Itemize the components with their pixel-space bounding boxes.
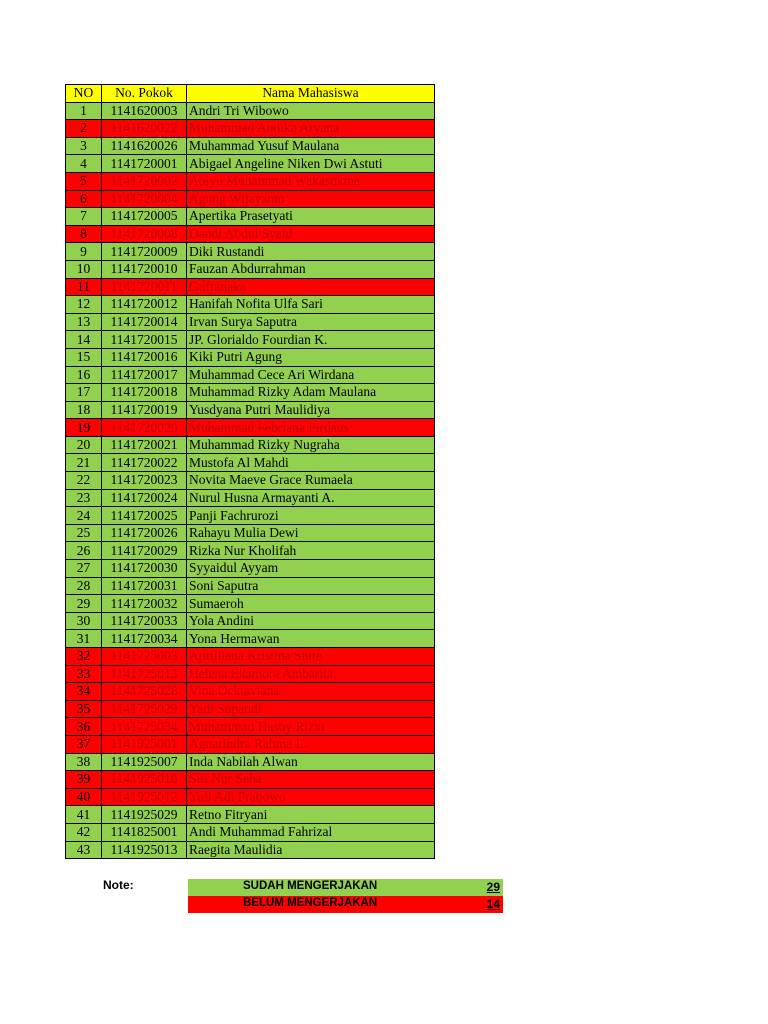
- legend-notdone-count: 14: [486, 897, 500, 911]
- cell-no: 12: [66, 296, 102, 314]
- cell-no: 42: [66, 823, 102, 841]
- header-nama-mahasiswa: Nama Mahasiswa: [187, 85, 435, 103]
- table-row: [66, 683, 435, 701]
- cell-no-pokok: 1141925012: [102, 788, 187, 806]
- table-header-row: [66, 85, 435, 103]
- table-row: [66, 225, 435, 243]
- cell-no-pokok: 1141720001: [102, 155, 187, 173]
- cell-nama: Kiki Putri Agung: [187, 348, 435, 366]
- cell-no: 10: [66, 260, 102, 278]
- cell-no: 26: [66, 542, 102, 560]
- cell-no-pokok: 1141725028: [102, 683, 187, 701]
- table-row: [66, 120, 435, 138]
- table-row: [66, 489, 435, 507]
- cell-no-pokok: 1141720002: [102, 172, 187, 190]
- cell-no-pokok: 1141720014: [102, 313, 187, 331]
- cell-nama: Abigael Angeline Niken Dwi Astuti: [187, 155, 435, 173]
- cell-no-pokok: 1141720019: [102, 401, 187, 419]
- cell-no-pokok: 1141720004: [102, 190, 187, 208]
- cell-nama: Muhammad Cece Ari Wirdana: [187, 366, 435, 384]
- cell-nama: Siti Nur Seha: [187, 771, 435, 789]
- table-row: [66, 788, 435, 806]
- cell-no: 40: [66, 788, 102, 806]
- table-row: [66, 665, 435, 683]
- table-row: [66, 278, 435, 296]
- table-row: [66, 595, 435, 613]
- cell-no: 11: [66, 278, 102, 296]
- cell-nama: Muhammad Yusuf Maulana: [187, 137, 435, 155]
- table-row: [66, 771, 435, 789]
- table-row: [66, 436, 435, 454]
- cell-nama: Hanifah Nofita Ulfa Sari: [187, 296, 435, 314]
- cell-no: 24: [66, 507, 102, 525]
- cell-no-pokok: 1141720016: [102, 348, 187, 366]
- cell-nama: Abiyu Muhammad Wakasukma: [187, 172, 435, 190]
- cell-nama: Apertika Prasetyati: [187, 208, 435, 226]
- cell-no: 36: [66, 718, 102, 736]
- table-row: [66, 612, 435, 630]
- cell-no: 7: [66, 208, 102, 226]
- cell-nama: Muhammad Andika Aryana: [187, 120, 435, 138]
- cell-no: 43: [66, 841, 102, 859]
- cell-no-pokok: 1141720009: [102, 243, 187, 261]
- table-row: [66, 524, 435, 542]
- cell-nama: Novita Maeve Grace Rumaela: [187, 472, 435, 490]
- cell-nama: Rahayu Mulia Dewi: [187, 524, 435, 542]
- table-row: [66, 172, 435, 190]
- cell-no-pokok: 1141720021: [102, 436, 187, 454]
- cell-nama: Mustofa Al Mahdi: [187, 454, 435, 472]
- cell-no: 14: [66, 331, 102, 349]
- cell-no-pokok: 1141725034: [102, 718, 187, 736]
- cell-no-pokok: 1141720015: [102, 331, 187, 349]
- cell-no: 20: [66, 436, 102, 454]
- cell-no-pokok: 1141620022: [102, 120, 187, 138]
- cell-no-pokok: 1141720022: [102, 454, 187, 472]
- header-no: NO: [66, 85, 102, 103]
- cell-no: 16: [66, 366, 102, 384]
- cell-nama: Dandi Abdul Syaid: [187, 225, 435, 243]
- legend-sudah-mengerjakan: [188, 879, 503, 896]
- cell-no: 3: [66, 137, 102, 155]
- cell-no-pokok: 1141725003: [102, 648, 187, 666]
- cell-no-pokok: 1141925013: [102, 841, 187, 859]
- cell-nama: Rizka Nur Kholifah: [187, 542, 435, 560]
- cell-no: 23: [66, 489, 102, 507]
- cell-no: 18: [66, 401, 102, 419]
- cell-no-pokok: 1141720032: [102, 595, 187, 613]
- cell-no-pokok: 1141720008: [102, 225, 187, 243]
- table-row: [66, 243, 435, 261]
- cell-no-pokok: 1141720026: [102, 524, 187, 542]
- cell-no: 21: [66, 454, 102, 472]
- table-row: [66, 823, 435, 841]
- table-row: [66, 208, 435, 226]
- table-row: [66, 401, 435, 419]
- cell-nama: Andi Muhammad Fahrizal: [187, 823, 435, 841]
- legend-done-label: SUDAH MENGERJAKAN: [243, 880, 378, 892]
- cell-nama: Agung Wijayanto: [187, 190, 435, 208]
- cell-no-pokok: 1141720018: [102, 384, 187, 402]
- cell-no-pokok: 1141925007: [102, 753, 187, 771]
- cell-nama: Nurul Husna Armayanti A.: [187, 489, 435, 507]
- cell-nama: Muhammad Rizky Nugraha: [187, 436, 435, 454]
- cell-nama: Retno Fitryani: [187, 806, 435, 824]
- cell-no: 8: [66, 225, 102, 243]
- table-row: [66, 331, 435, 349]
- cell-no: 6: [66, 190, 102, 208]
- cell-no: 34: [66, 683, 102, 701]
- cell-nama: Inda Nabilah Alwan: [187, 753, 435, 771]
- cell-no: 13: [66, 313, 102, 331]
- cell-no-pokok: 1141720005: [102, 208, 187, 226]
- cell-nama: Panji Fachrurozi: [187, 507, 435, 525]
- cell-no: 4: [66, 155, 102, 173]
- cell-nama: Diki Rustandi: [187, 243, 435, 261]
- table-row: [66, 841, 435, 859]
- cell-no-pokok: 1141720025: [102, 507, 187, 525]
- cell-no: 32: [66, 648, 102, 666]
- cell-no-pokok: 1141720024: [102, 489, 187, 507]
- cell-no-pokok: 1141925010: [102, 771, 187, 789]
- cell-no: 41: [66, 806, 102, 824]
- legend-notdone-label: BELUM MENGERJAKAN: [243, 897, 378, 909]
- table-row: [66, 296, 435, 314]
- table-row: [66, 366, 435, 384]
- cell-no-pokok: 1141720034: [102, 630, 187, 648]
- cell-no-pokok: 1141720012: [102, 296, 187, 314]
- cell-no: 17: [66, 384, 102, 402]
- cell-no-pokok: 1141720029: [102, 542, 187, 560]
- cell-no-pokok: 1141925001: [102, 735, 187, 753]
- student-table: [65, 84, 435, 859]
- cell-nama: Yadi Supandi: [187, 700, 435, 718]
- table-row: [66, 260, 435, 278]
- table-row: [66, 806, 435, 824]
- cell-nama: Yuli Adi Prabowo: [187, 788, 435, 806]
- cell-no: 19: [66, 419, 102, 437]
- cell-nama: Fauzan Abdurrahman: [187, 260, 435, 278]
- cell-no-pokok: 1141925029: [102, 806, 187, 824]
- cell-no: 9: [66, 243, 102, 261]
- cell-nama: Yona Hermawan: [187, 630, 435, 648]
- table-row: [66, 735, 435, 753]
- cell-nama: Yusdyana Putri Maulidiya: [187, 401, 435, 419]
- table-row: [66, 472, 435, 490]
- cell-nama: JP. Glorialdo Fourdian K.: [187, 331, 435, 349]
- table-row: [66, 753, 435, 771]
- cell-nama: Muhammad Febriana Firdaus: [187, 419, 435, 437]
- cell-nama: Yola Andini: [187, 612, 435, 630]
- cell-no-pokok: 1141720010: [102, 260, 187, 278]
- cell-no: 22: [66, 472, 102, 490]
- table-row: [66, 454, 435, 472]
- cell-nama: Muhammad Rizky Adam Maulana: [187, 384, 435, 402]
- cell-no-pokok: 1141720023: [102, 472, 187, 490]
- table-row: [66, 542, 435, 560]
- table-row: [66, 384, 435, 402]
- cell-no: 37: [66, 735, 102, 753]
- cell-no-pokok: 1141620026: [102, 137, 187, 155]
- table-row: [66, 560, 435, 578]
- cell-no-pokok: 1141720020: [102, 419, 187, 437]
- cell-no: 29: [66, 595, 102, 613]
- cell-nama: Andri Tri Wibowo: [187, 102, 435, 120]
- cell-no: 5: [66, 172, 102, 190]
- cell-nama: Raegita Maulidia: [187, 841, 435, 859]
- table-row: [66, 137, 435, 155]
- cell-no-pokok: 1141720017: [102, 366, 187, 384]
- cell-no: 28: [66, 577, 102, 595]
- table-row: [66, 419, 435, 437]
- cell-nama: Vina Ocktaviana: [187, 683, 435, 701]
- cell-nama: Gufranaka: [187, 278, 435, 296]
- legend-belum-mengerjakan: [188, 896, 503, 913]
- cell-nama: Aprilliana Kristina Shite: [187, 648, 435, 666]
- table-row: [66, 313, 435, 331]
- legend-done-count: 29: [486, 880, 500, 894]
- table-row: [66, 155, 435, 173]
- table-row: [66, 718, 435, 736]
- table-row: [66, 648, 435, 666]
- cell-no-pokok: 1141720033: [102, 612, 187, 630]
- note-label: Note:: [103, 878, 134, 892]
- header-no-pokok: No. Pokok: [102, 85, 187, 103]
- cell-no-pokok: 1141620003: [102, 102, 187, 120]
- cell-no: 31: [66, 630, 102, 648]
- cell-no: 33: [66, 665, 102, 683]
- cell-nama: Helena Ekamora Ambarita: [187, 665, 435, 683]
- cell-no: 30: [66, 612, 102, 630]
- cell-nama: Syyaidul Ayyam: [187, 560, 435, 578]
- cell-nama: Muhammad Hasby Rizki: [187, 718, 435, 736]
- cell-no-pokok: 1141725029: [102, 700, 187, 718]
- cell-no-pokok: 1141720031: [102, 577, 187, 595]
- cell-nama: Agnarindra Rahma L.: [187, 735, 435, 753]
- table-row: [66, 630, 435, 648]
- cell-no-pokok: 1141720030: [102, 560, 187, 578]
- cell-no: 38: [66, 753, 102, 771]
- cell-nama: Soni Saputra: [187, 577, 435, 595]
- cell-no: 1: [66, 102, 102, 120]
- cell-no: 2: [66, 120, 102, 138]
- cell-nama: Sumaeroh: [187, 595, 435, 613]
- cell-no: 27: [66, 560, 102, 578]
- cell-no-pokok: 1141725013: [102, 665, 187, 683]
- table-row: [66, 190, 435, 208]
- table-row: [66, 102, 435, 120]
- cell-nama: Irvan Surya Saputra: [187, 313, 435, 331]
- cell-no: 15: [66, 348, 102, 366]
- cell-no-pokok: 1141825001: [102, 823, 187, 841]
- table-row: [66, 348, 435, 366]
- cell-no: 39: [66, 771, 102, 789]
- table-row: [66, 577, 435, 595]
- cell-no-pokok: 1141720011: [102, 278, 187, 296]
- cell-no: 25: [66, 524, 102, 542]
- cell-no: 35: [66, 700, 102, 718]
- table-row: [66, 507, 435, 525]
- table-row: [66, 700, 435, 718]
